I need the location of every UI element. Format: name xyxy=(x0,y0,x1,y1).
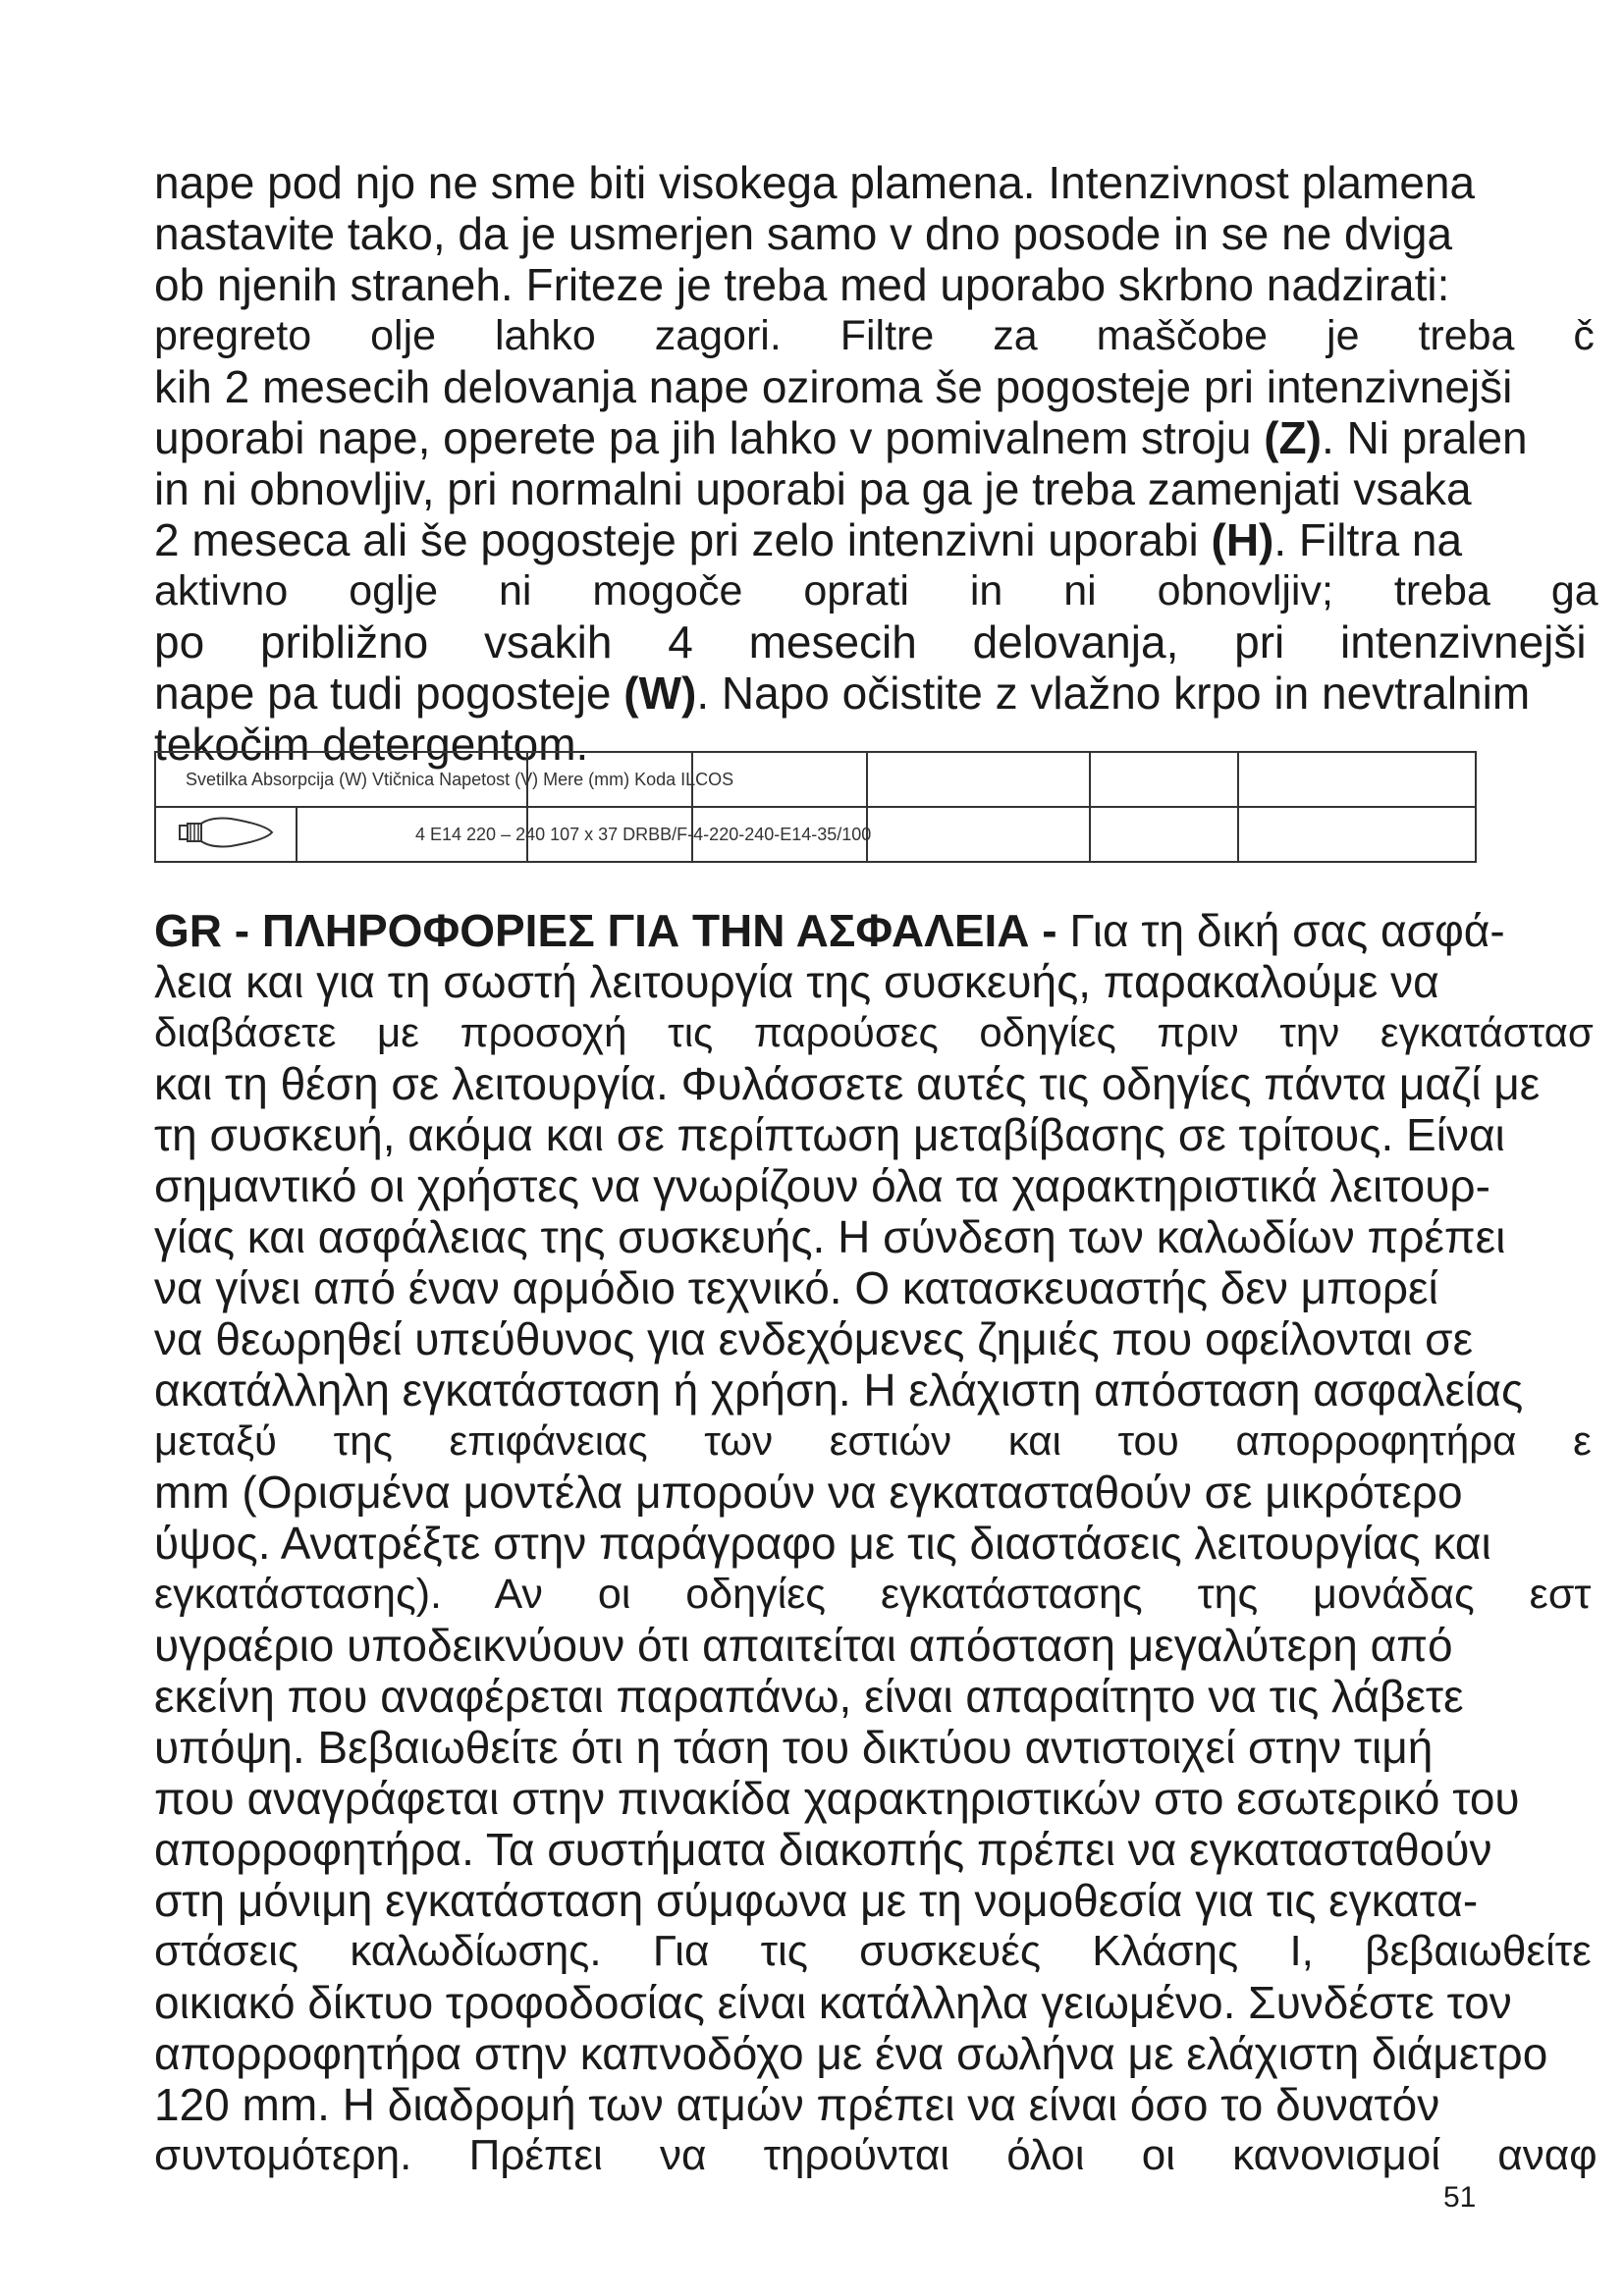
text-line: aktivno oglje ni mogoče oprati in ni obnovljiv; treba ga xyxy=(154,567,1598,614)
text-line: να θεωρηθεί υπεύθυνος για ενδεχόμενες ζημιές που οφείλονται σε xyxy=(154,1313,1474,1364)
text-line: ύψος. Ανατρέξτε στην παράγραφο με τις διαστάσεις λειτουργίας και xyxy=(154,1518,1491,1569)
text-line: pregreto olje lahko zagori. Filtre za maščobe je treba č xyxy=(154,312,1595,359)
text-line: σημαντικό οι χρήστες να γνωρίζουν όλα τα χαρακτηριστικά λειτουρ- xyxy=(154,1160,1490,1211)
text-line: ob njenih straneh. Friteze je treba med uporabo skrbno nadzirati: xyxy=(154,259,1450,310)
text-line: απορροφητήρα στην καπνοδόχο με ένα σωλήνα με ελάχιστη διάμετρο xyxy=(154,2028,1548,2079)
text-line: uporabi nape, operete pa jih lahko v pomivalnem stroju (Z). Ni pralen xyxy=(154,412,1528,463)
text-line: στη μόνιμη εγκατάσταση σύμφωνα με τη νομοθεσία για τις εγκατα- xyxy=(154,1875,1479,1926)
text-line: εκείνη που αναφέρεται παραπάνω, είναι απαραίτητο να τις λάβετε xyxy=(154,1671,1464,1722)
text-line: tekočim detergentom. xyxy=(154,719,589,770)
text-line: διαβάσετε με προσοχή τις παρούσες οδηγίες πριν την εγκατάστασ xyxy=(154,1009,1594,1055)
text-line: να γίνει από έναν αρμόδιο τεχνικό. Ο κατασκευαστής δεν μπορεί xyxy=(154,1262,1438,1313)
table-header-cell: Svetilka Absorpcija (W) Vtičnica Napetost (V) Mere (mm) Koda ILCOS xyxy=(155,752,1476,807)
text-line: στάσεις καλωδίωσης. Για τις συσκευές Κλάσης I, βεβαιωθείτε xyxy=(154,1927,1592,1975)
text-line: kih 2 mesecih delovanja nape oziroma še pogosteje pri intenzivnejši xyxy=(154,361,1513,412)
text-line: λεια και για τη σωστή λειτουργία της συσκευής, παρακαλούμε να xyxy=(154,956,1439,1007)
text-line: απορροφητήρα. Τα συστήματα διακοπής πρέπει να εγκατασταθούν xyxy=(154,1824,1492,1875)
text-line: ακατάλληλη εγκατάσταση ή χρήση. Η ελάχιστη απόσταση ασφαλείας xyxy=(154,1364,1524,1415)
text-line: in ni obnovljiv, pri normalni uporabi pa ga je treba zamenjati vsaka xyxy=(154,463,1472,514)
text-line: τη συσκευή, ακόμα και σε περίπτωση μεταβίβασης σε τρίτους. Είναι xyxy=(154,1109,1505,1160)
text-line: συντομότερη. Πρέπει να τηρούνται όλοι οι κανονισμοί αναφ xyxy=(154,2131,1597,2179)
text-line: 2 meseca ali še pogosteje pri zelo intenzivni uporabi (H). Filtra na xyxy=(154,514,1463,565)
text-line: εγκατάστασης). Αν οι οδηγίες εγκατάστασης της μονάδας εστ xyxy=(154,1571,1592,1618)
text-line: mm (Ορισμένα μοντέλα μπορούν να εγκατασταθούν σε μικρότερο xyxy=(154,1467,1463,1518)
text-line: 120 mm. Η διαδρομή των ατμών πρέπει να είναι όσο το δυνατόν xyxy=(154,2079,1440,2130)
text-span: Για τη δική σας ασφά- xyxy=(1056,905,1505,956)
text-line: po približno vsakih 4 mesecih delovanja, pri intenzivnejši xyxy=(154,616,1587,667)
text-line: και τη θέση σε λειτουργία. Φυλάσσετε αυτές τις οδηγίες πάντα μαζί με xyxy=(154,1058,1541,1109)
text-line: nastavite tako, da je usmerjen samo v dno posode in se ne dviga xyxy=(154,208,1453,259)
text-line: υγραέριο υποδεικνύουν ότι απαιτείται απόσταση μεγαλύτερη από xyxy=(154,1620,1453,1671)
text-line: οικιακό δίκτυο τροφοδοσίας είναι κατάλληλα γειωμένο. Συνδέστε τον xyxy=(154,1977,1512,2028)
page-number: 51 xyxy=(1443,2181,1477,2214)
text-line: γίας και ασφάλειας της συσκευής. Η σύνδεση των καλωδίων πρέπει xyxy=(154,1211,1506,1262)
section-heading: GR - ΠΛΗΡΟΦΟΡΙΕΣ ΓΙΑ ΤΗΝ ΑΣΦΑΛΕΙΑ - xyxy=(154,905,1057,956)
greek-heading-line xyxy=(154,905,1607,956)
table-cell: 4 E14 220 – 240 107 x 37 DRBB/F-4-220-240-E14-35/100 xyxy=(297,807,1476,862)
text-line: υπόψη. Βεβαιωθείτε ότι η τάση του δικτύου αντιστοιχεί στην τιμή xyxy=(154,1722,1434,1773)
table-grid xyxy=(154,751,1477,863)
text-line: που αναγράφεται στην πινακίδα χαρακτηριστικών στο εσωτερικό του xyxy=(154,1773,1520,1824)
text-line: μεταξύ της επιφάνειας των εστιών και του απορροφητήρα ε xyxy=(154,1417,1592,1464)
text-line: nape pod njo ne sme biti visokega plamena. Intenzivnost plamena xyxy=(154,157,1476,208)
text-line: nape pa tudi pogosteje (W). Napo očistite z vlažno krpo in nevtralnim xyxy=(154,667,1531,719)
